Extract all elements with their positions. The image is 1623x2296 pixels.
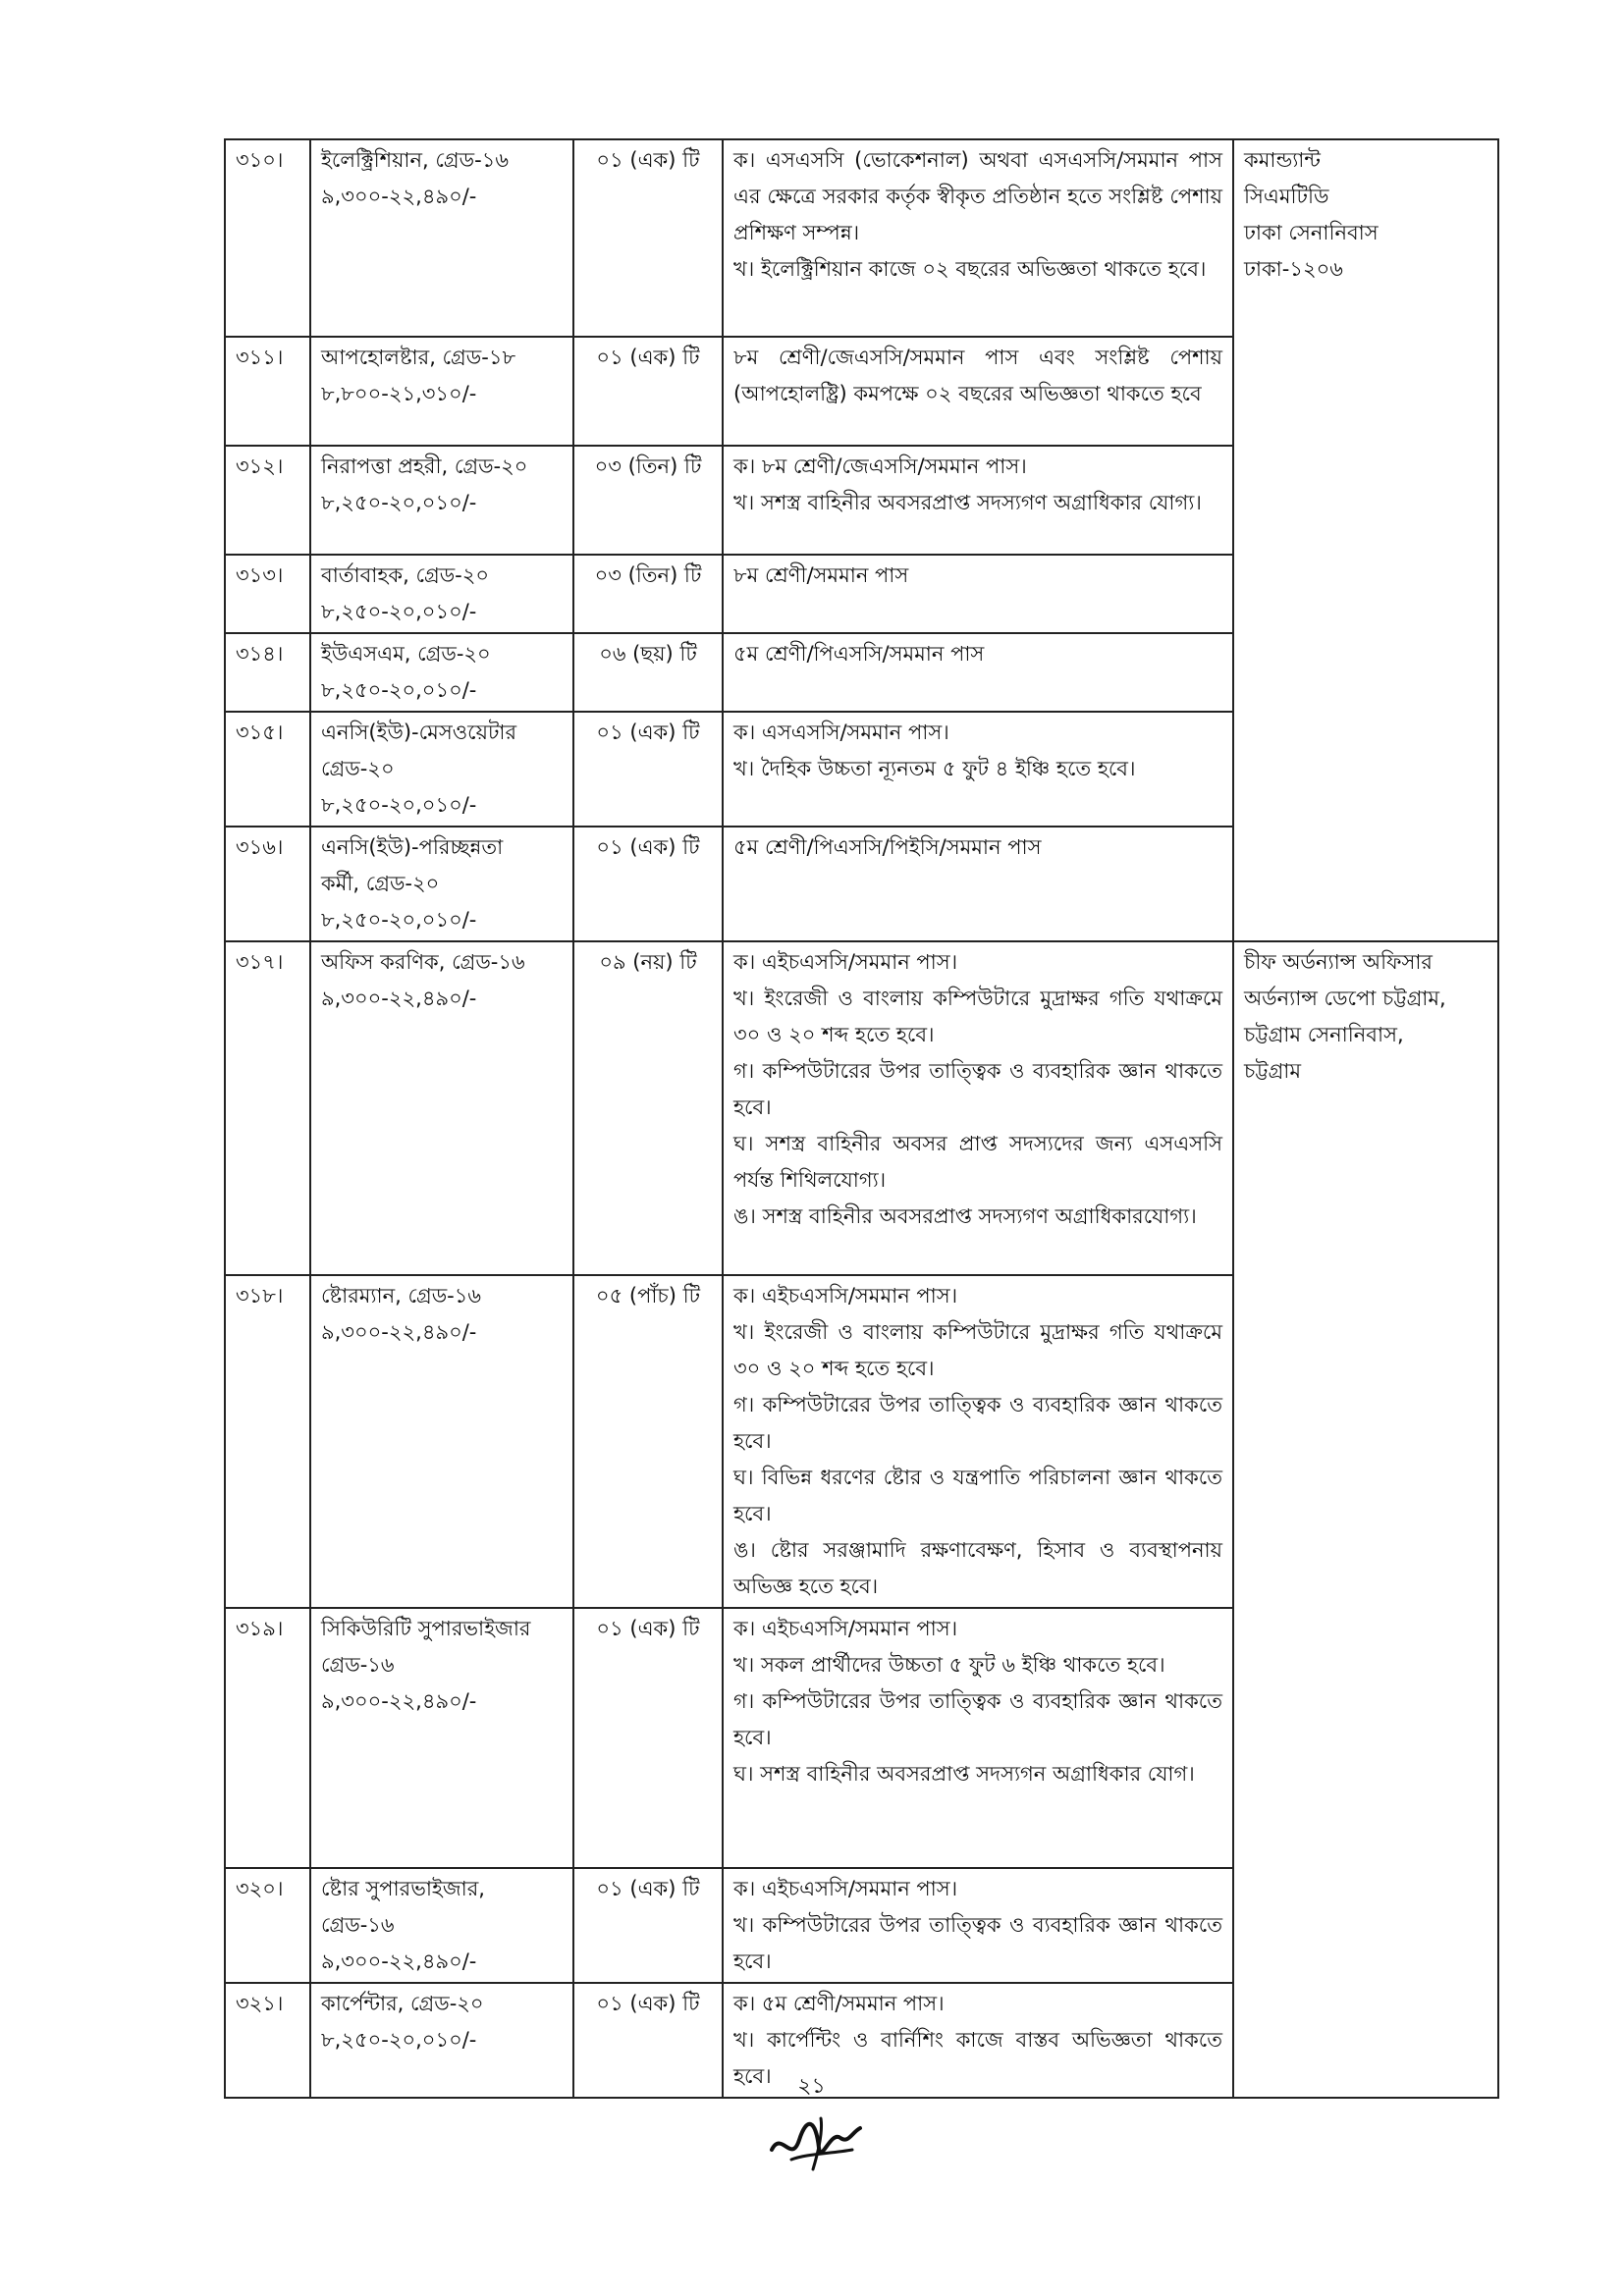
signature-mark [762,2110,870,2179]
post-line: আপহোলষ্টার, গ্রেড-১৮ [321,346,516,369]
qualification-item: ঘ। বিভিন্ন ধরণের ষ্টোর ও যন্ত্রপাতি পরিচালনা জ্ঞান থাকতে হবে। [733,1466,1222,1525]
post-line: বার্তাবাহক, গ্রেড-২০ [321,563,490,587]
post-line: ৯,৩০০-২২,৪৯০/- [321,1689,477,1713]
qualification-item: খ। কম্পিউটারের উপর তাত্ত্বিক ও ব্যবহারিক জ্ঞান থাকতে হবে। [733,1913,1222,1973]
post-name-cell [310,1868,573,1983]
post-line: ষ্টোর সুপারভাইজার, [321,1877,485,1900]
qualification-item: গ। কম্পিউটারের উপর তাত্ত্বিক ও ব্যবহারিক জ্ঞান থাকতে হবে। [733,1059,1222,1119]
post-count: ০১ (এক) টি [573,1868,723,1983]
post-line: ইলেক্ট্রিশিয়ান, গ্রেড-১৬ [321,148,509,172]
post-line: ৯,৩০০-২২,৪৯০/- [321,987,477,1010]
post-name-cell [310,941,573,1275]
post-count: ০১ (এক) টি [573,337,723,446]
qualification-item: ঙ। সশস্ত্র বাহিনীর অবসরপ্রাপ্ত সদস্যগণ অগ্রাধিকারযোগ্য। [733,1204,1197,1228]
post-count: ০১ (এক) টি [573,1608,723,1868]
post-line: ৯,৩০০-২২,৪৯০/- [321,185,477,208]
post-count: ০৯ (নয়) টি [573,941,723,1275]
post-line: গ্রেড-২০ [321,757,395,780]
qualification-item: ৮ম শ্রেণী/সমমান পাস [733,563,909,587]
qualification-cell [723,941,1233,1275]
post-name-cell [310,337,573,446]
post-line: ৮,২৫০-২০,০১০/- [321,491,477,514]
qualification-cell [723,1275,1233,1608]
office-address-line: অর্ডন্যান্স ডেপো চট্টগ্রাম, [1244,987,1446,1010]
qualification-item: গ। কম্পিউটারের উপর তাত্ত্বিক ও ব্যবহারিক জ্ঞান থাকতে হবে। [733,1393,1222,1453]
post-line: ৯,৩০০-২২,৪৯০/- [321,1320,477,1344]
post-line: ষ্টোরম্যান, গ্রেড-১৬ [321,1284,482,1308]
qualification-cell [723,712,1233,827]
post-line: গ্রেড-১৬ [321,1913,395,1937]
office-address-line: ঢাকা-১২০৬ [1244,257,1343,281]
qualification-item: খ। ইলেক্ট্রিশিয়ান কাজে ০২ বছরের অভিজ্ঞতা থাকতে হবে। [733,257,1207,281]
post-line: ৮,৮০০-২১,৩১০/- [321,382,477,405]
qualification-item: ক। এসএসসি/সমমান পাস। [733,721,949,744]
qualification-cell [723,1608,1233,1868]
table-row [225,139,1498,337]
serial-number: ৩১২। [225,446,310,555]
post-name-cell [310,555,573,633]
post-line: ৮,২৫০-২০,০১০/- [321,678,477,702]
post-count: ০১ (এক) টি [573,827,723,941]
vacancy-table [224,138,1499,2099]
qualification-item: ঘ। সশস্ত্র বাহিনীর অবসর প্রাপ্ত সদস্যদের জন্য এসএসসি পর্যন্ত শিথিলযোগ্য। [733,1132,1222,1192]
post-line: নিরাপত্তা প্রহরী, গ্রেড-২০ [321,454,528,478]
serial-number: ৩১৫। [225,712,310,827]
serial-number: ৩১৪। [225,633,310,712]
qualification-item: ক। এসএসসি (ভোকেশনাল) অথবা এসএসসি/সমমান পাস এর ক্ষেত্রে সরকার কর্তৃক স্বীকৃত প্রতিষ্ঠান হতে সংশ্লিষ্ট পেশায় প্রশিক্ষণ সম্পন্ন। [733,148,1222,244]
qualification-item: ঘ। সশস্ত্র বাহিনীর অবসরপ্রাপ্ত সদস্যগন অগ্রাধিকার যোগ। [733,1762,1195,1786]
serial-number: ৩২১। [225,1983,310,2098]
post-name-cell [310,1275,573,1608]
qualification-item: ক। এইচএসসি/সমমান পাস। [733,1284,958,1308]
serial-number: ৩১৮। [225,1275,310,1608]
post-line: ৮,২৫০-২০,০১০/- [321,793,477,817]
qualification-item: খ। দৈহিক উচ্চতা ন্যূনতম ৫ ফুট ৪ ইঞ্চি হতে হবে। [733,757,1136,780]
qualification-item: ৮ম শ্রেণী/জেএসসি/সমমান পাস এবং সংশ্লিষ্ট পেশায় (আপহোলষ্ট্রি) কমপক্ষে ০২ বছরের অভিজ্ঞতা থাকতে হবে [733,346,1222,405]
post-name-cell [310,827,573,941]
post-name-cell [310,139,573,337]
serial-number: ৩১৬। [225,827,310,941]
office-address-line: চীফ অর্ডন্যান্স অফিসার [1244,950,1433,974]
office-address-line: চট্টগ্রাম সেনানিবাস, [1244,1023,1404,1046]
post-name-cell [310,446,573,555]
post-count: ০১ (এক) টি [573,712,723,827]
post-line: এনসি(ইউ)-পরিচ্ছন্নতা [321,835,504,859]
post-count: ০৩ (তিন) টি [573,446,723,555]
qualification-item: ক। ৮ম শ্রেণী/জেএসসি/সমমান পাস। [733,454,1027,478]
post-line: ৯,৩০০-২২,৪৯০/- [321,1949,477,1973]
page-number: ২১ [797,2074,826,2099]
office-address-line: কমান্ড্যান্ট [1244,148,1321,172]
serial-number: ৩১৭। [225,941,310,1275]
office-address-line: ঢাকা সেনানিবাস [1244,221,1379,244]
qualification-item: ক। ৫ম শ্রেণী/সমমান পাস। [733,1992,945,2015]
post-line: এনসি(ইউ)-মেসওয়েটার [321,721,517,744]
qualification-item: খ। সকল প্রার্থীদের উচ্চতা ৫ ফুট ৬ ইঞ্চি থাকতে হবে। [733,1653,1165,1677]
post-count: ০৫ (পাঁচ) টি [573,1275,723,1608]
qualification-item: ৫ম শ্রেণী/পিএসসি/পিইসি/সমমান পাস [733,835,1042,859]
post-count: ০৬ (ছয়) টি [573,633,723,712]
office-address-line: চট্টগ্রাম [1244,1059,1302,1083]
qualification-item: গ। কম্পিউটারের উপর তাত্ত্বিক ও ব্যবহারিক জ্ঞান থাকতে হবে। [733,1689,1222,1749]
qualification-item: ক। এইচএসসি/সমমান পাস। [733,1617,958,1640]
qualification-item: খ। সশস্ত্র বাহিনীর অবসরপ্রাপ্ত সদস্যগণ অগ্রাধিকার যোগ্য। [733,491,1202,514]
post-line: ৮,২৫০-২০,০১০/- [321,2028,477,2052]
post-line: অফিস করণিক, গ্রেড-১৬ [321,950,525,974]
post-name-cell [310,1608,573,1868]
serial-number: ৩২০। [225,1868,310,1983]
serial-number: ৩১১। [225,337,310,446]
post-line: কার্পেন্টার, গ্রেড-২০ [321,1992,484,2015]
serial-number: ৩১৯। [225,1608,310,1868]
post-line: গ্রেড-১৬ [321,1653,395,1677]
post-count: ০১ (এক) টি [573,1983,723,2098]
post-count: ০৩ (তিন) টি [573,555,723,633]
post-line: ৮,২৫০-২০,০১০/- [321,600,477,623]
post-name-cell [310,633,573,712]
office-address-cell [1233,941,1498,2098]
qualification-item: ৫ম শ্রেণী/পিএসসি/সমমান পাস [733,642,985,666]
table-row [225,941,1498,1275]
serial-number: ৩১৩। [225,555,310,633]
qualification-item: খ। কার্পেন্টিং ও বার্নিশিং কাজে বাস্তব অভিজ্ঞতা থাকতে হবে। [733,2028,1222,2088]
office-address-line: সিএমটিডি [1244,185,1329,208]
qualification-cell [723,633,1233,712]
qualification-cell [723,1868,1233,1983]
qualification-cell [723,827,1233,941]
post-line: কর্মী, গ্রেড-২০ [321,872,440,895]
post-count: ০১ (এক) টি [573,139,723,337]
post-line: ৮,২৫০-২০,০১০/- [321,908,477,932]
qualification-cell [723,337,1233,446]
qualification-item: ক। এইচএসসি/সমমান পাস। [733,950,958,974]
qualification-cell [723,555,1233,633]
post-line: ইউএসএম, গ্রেড-২০ [321,642,491,666]
qualification-item: খ। ইংরেজী ও বাংলায় কম্পিউটারে মুদ্রাক্ষর গতি যথাক্রমে ৩০ ও ২০ শব্দ হতে হবে। [733,987,1222,1046]
qualification-item: ঙ। ষ্টোর সরঞ্জামাদি রক্ষণাবেক্ষণ, হিসাব ও ব্যবস্থাপনায় অভিজ্ঞ হতে হবে। [733,1538,1222,1598]
serial-number: ৩১০। [225,139,310,337]
qualification-item: ক। এইচএসসি/সমমান পাস। [733,1877,958,1900]
vacancy-table-body [225,139,1498,2098]
qualification-cell [723,446,1233,555]
post-line: সিকিউরিটি সুপারভাইজার [321,1617,531,1640]
office-address-cell [1233,139,1498,941]
qualification-cell [723,139,1233,337]
post-name-cell [310,712,573,827]
qualification-item: খ। ইংরেজী ও বাংলায় কম্পিউটারে মুদ্রাক্ষর গতি যথাক্রমে ৩০ ও ২০ শব্দ হতে হবে। [733,1320,1222,1380]
